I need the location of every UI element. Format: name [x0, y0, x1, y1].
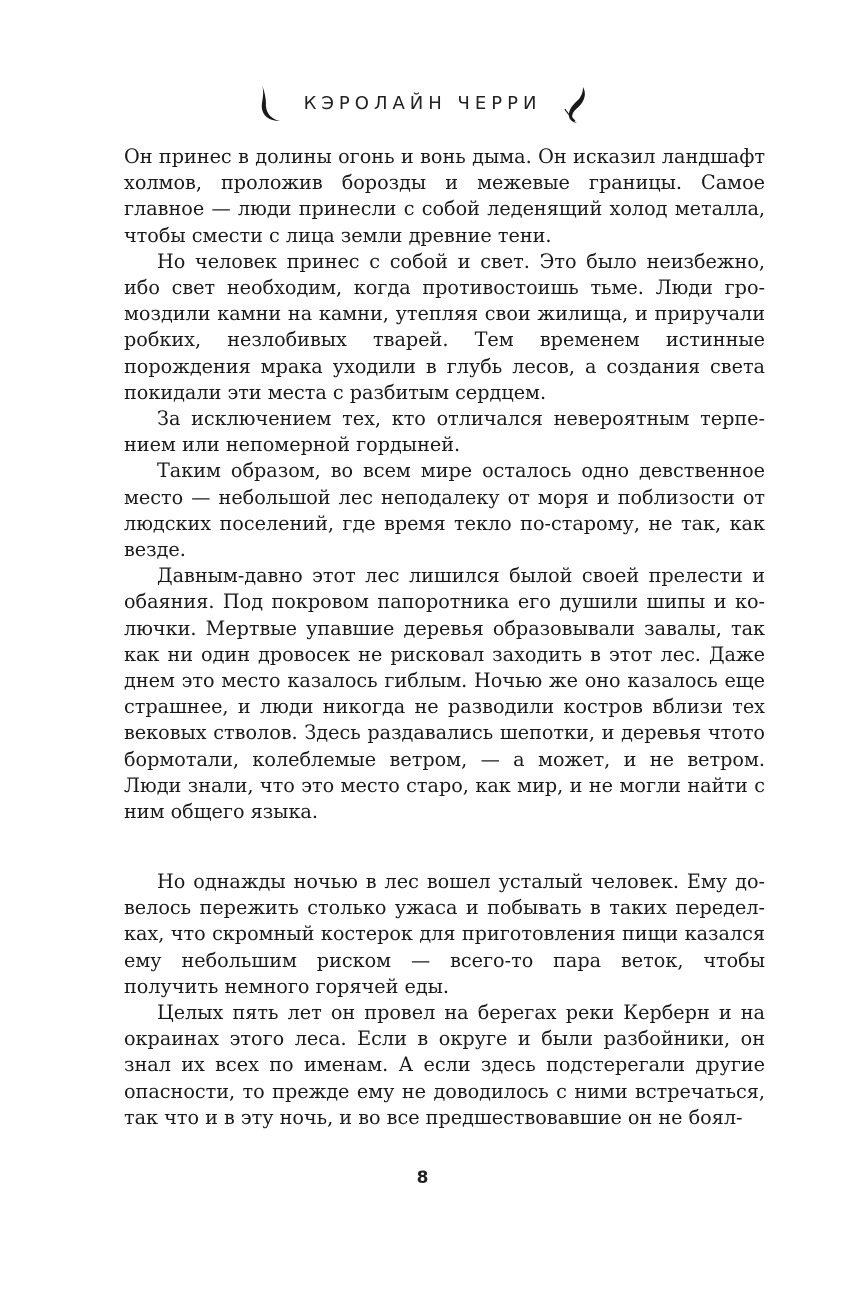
paragraph: Он принес в долины огонь и вонь дыма. Он исказил ландшафт холмов, проложив борозды и межевые границы. Самое главное — люди принесли с собой леденящий холод металла, чтобы смести с лица земли древние тени. [124, 145, 765, 247]
paragraph: Давным-давно этот лес лишился былой своей прелести и обаяния. Под покровом папоротника его душили шипы и колючки. Мертвые упавшие деревья образовывали завалы, так как ни один дровосек не рисковал заходить в этот лес. Даже днем это место казалось гиблым. Ночью же оно казалось еще страшнее, и люди никогда не разводили костров вблизи тех вековых стволов. Здесь раздавались шепотки, и деревья чтото бормотали, колеблемые ветром, — а может, и не ветром. Люди знали, что это место старо, как мир, и не могли найти с ним общего языка. [124, 564, 765, 824]
page-number: 8 [416, 1168, 429, 1188]
running-header [0, 78, 845, 128]
text-section-1 [124, 144, 765, 825]
paragraph: Но однажды ночью в лес вошел усталый человек. Ему довелось пережить столько ужаса и побывать в таких переделках, что скромный костерок для приготовления пищи казался ему небольшим риском — всего-то пара веток, чтобы получить немного горячей еды. [124, 870, 765, 998]
book-author-header: КЭРОЛАЙН ЧЕРРИ [303, 92, 542, 114]
paragraph: За исключением тех, кто отличался невероятным терпением или непомерной гордыней. [124, 407, 765, 457]
text-section-2 [124, 869, 765, 1131]
leaf-ornament-left-icon [256, 81, 286, 125]
leaf-ornament-right-icon [559, 81, 589, 125]
paragraph: Целых пять лет он провел на берегах реки Керберн и на окраинах этого леса. Если в округе и были разбойники, он знал их всех по именам. А если здесь подстерегали другие опасности, то прежде ему не доводилось с ними встречаться, так что и в эту ночь, и во все предшествовавшие он не боял- [124, 1001, 765, 1129]
paragraph: Но человек принес с собой и свет. Это было неизбежно, ибо свет необходим, когда противостоишь тьме. Люди громоздили камни на камни, утепляя свои жилища, и приручали робких, незлобивых тварей. Тем временем истинные порождения мрака уходили в глубь лесов, а создания света покидали эти места с разбитым сердцем. [124, 249, 765, 404]
paragraph: Таким образом, во всем мире осталось одно девственное место — небольшой лес неподалеку от моря и поблизости от людских поселений, где время текло по-старому, не так, как везде. [124, 459, 765, 562]
